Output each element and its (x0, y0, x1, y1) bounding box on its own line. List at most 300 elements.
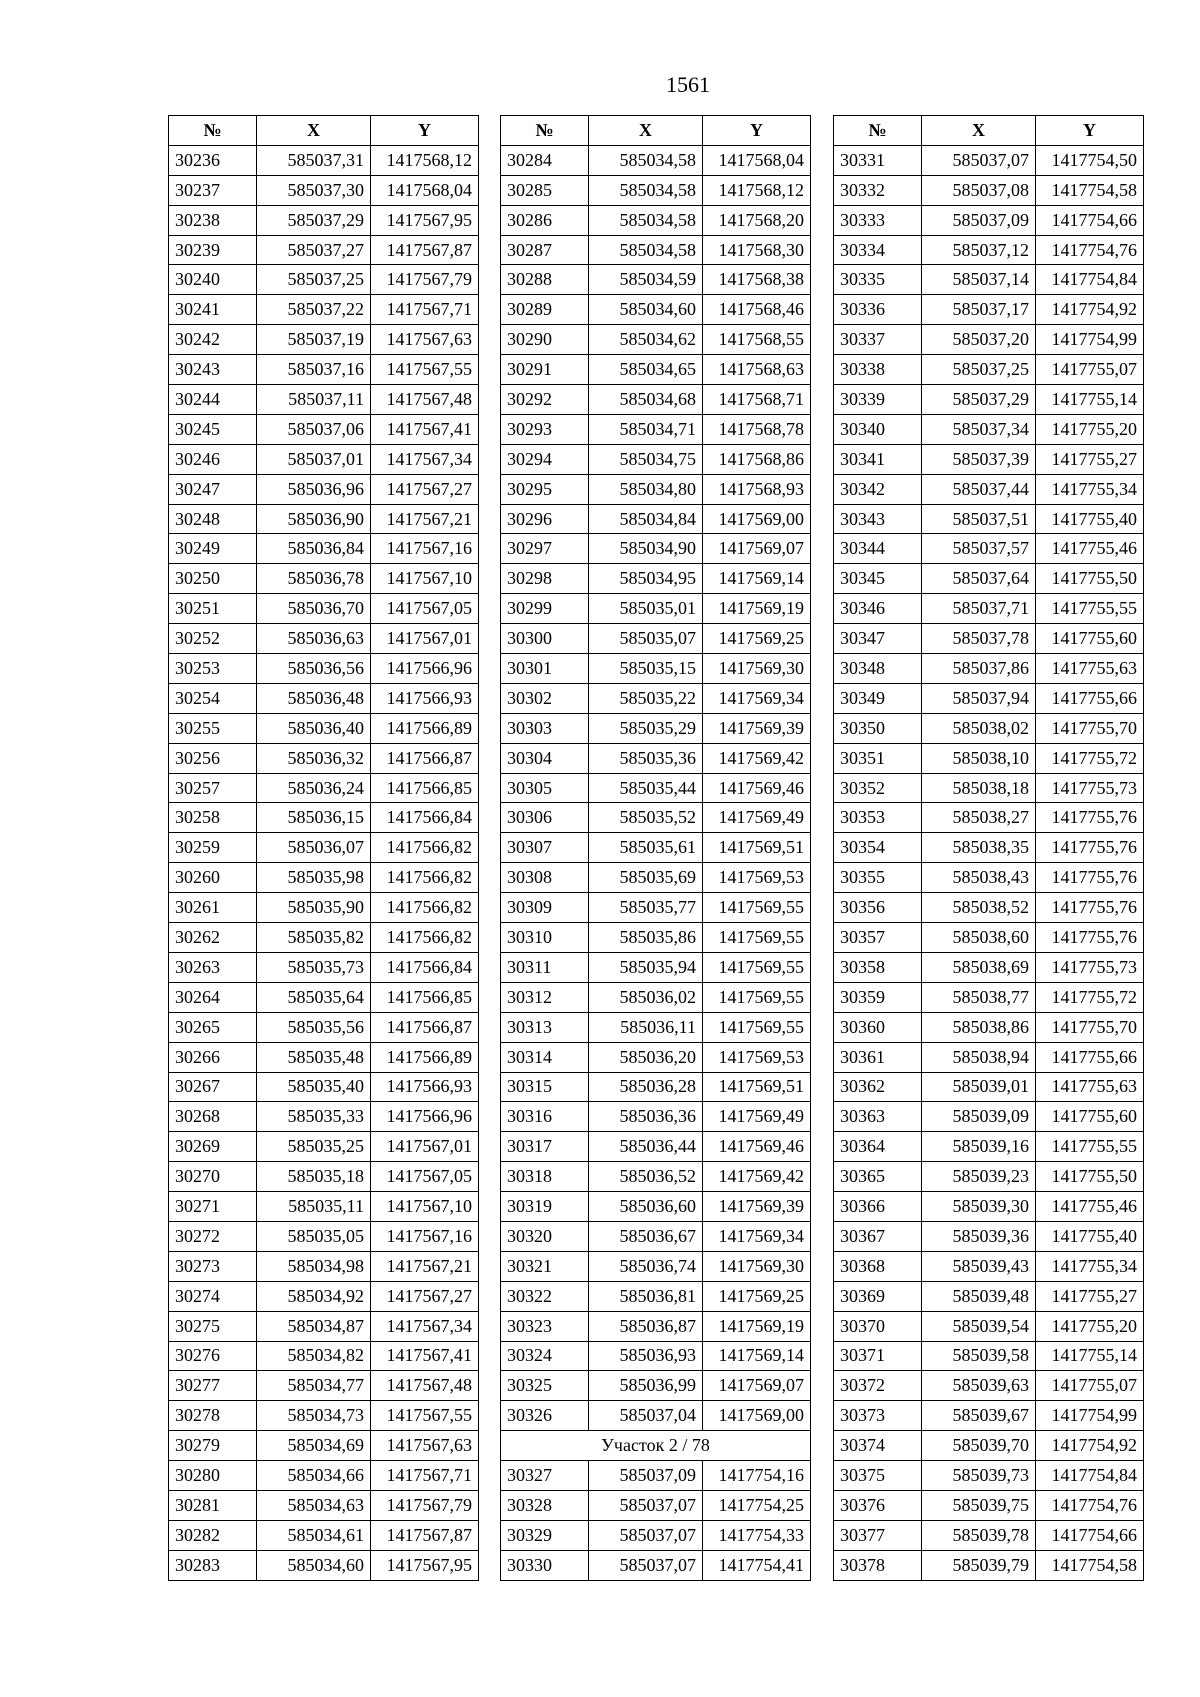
table-row (169, 1431, 479, 1461)
y-coordinate-cell: 1417755,50 (1036, 1162, 1144, 1192)
table-row (501, 534, 811, 564)
table-row (834, 1550, 1144, 1580)
y-coordinate-cell: 1417755,72 (1036, 743, 1144, 773)
point-number-cell: 30355 (834, 863, 922, 893)
y-coordinate-cell: 1417755,46 (1036, 534, 1144, 564)
y-coordinate-cell: 1417566,87 (371, 1012, 479, 1042)
point-number-cell: 30275 (169, 1311, 257, 1341)
x-coordinate-cell: 585034,84 (589, 504, 703, 534)
x-coordinate-cell: 585035,05 (257, 1221, 371, 1251)
point-number-cell: 30243 (169, 355, 257, 385)
column-header-y: Y (703, 116, 811, 146)
table-row (834, 385, 1144, 415)
table-row (834, 1431, 1144, 1461)
table-row (169, 1251, 479, 1281)
point-number-cell: 30279 (169, 1431, 257, 1461)
table-row (834, 175, 1144, 205)
point-number-cell: 30238 (169, 205, 257, 235)
y-coordinate-cell: 1417755,27 (1036, 444, 1144, 474)
x-coordinate-cell: 585035,86 (589, 923, 703, 953)
x-coordinate-cell: 585034,92 (257, 1281, 371, 1311)
point-number-cell: 30286 (501, 205, 589, 235)
y-coordinate-cell: 1417755,70 (1036, 1012, 1144, 1042)
x-coordinate-cell: 585039,75 (922, 1490, 1036, 1520)
y-coordinate-cell: 1417568,38 (703, 265, 811, 295)
y-coordinate-cell: 1417569,07 (703, 534, 811, 564)
x-coordinate-cell: 585039,78 (922, 1520, 1036, 1550)
y-coordinate-cell: 1417567,95 (371, 1550, 479, 1580)
point-number-cell: 30363 (834, 1102, 922, 1132)
table-row (501, 564, 811, 594)
point-number-cell: 30353 (834, 803, 922, 833)
point-number-cell: 30341 (834, 444, 922, 474)
y-coordinate-cell: 1417755,63 (1036, 1072, 1144, 1102)
y-coordinate-cell: 1417755,72 (1036, 982, 1144, 1012)
point-number-cell: 30236 (169, 145, 257, 175)
point-number-cell: 30299 (501, 594, 589, 624)
table-row (501, 624, 811, 654)
table-row (834, 235, 1144, 265)
y-coordinate-cell: 1417567,05 (371, 1162, 479, 1192)
y-coordinate-cell: 1417569,19 (703, 594, 811, 624)
point-number-cell: 30342 (834, 474, 922, 504)
table-row (501, 1341, 811, 1371)
x-coordinate-cell: 585039,48 (922, 1281, 1036, 1311)
table-row (169, 833, 479, 863)
y-coordinate-cell: 1417567,55 (371, 355, 479, 385)
x-coordinate-cell: 585035,01 (589, 594, 703, 624)
y-coordinate-cell: 1417568,12 (703, 175, 811, 205)
point-number-cell: 30267 (169, 1072, 257, 1102)
table-row (169, 235, 479, 265)
column-header-number: № (834, 116, 922, 146)
y-coordinate-cell: 1417568,86 (703, 444, 811, 474)
x-coordinate-cell: 585037,09 (589, 1461, 703, 1491)
point-number-cell: 30270 (169, 1162, 257, 1192)
point-number-cell: 30322 (501, 1281, 589, 1311)
point-number-cell: 30312 (501, 982, 589, 1012)
y-coordinate-cell: 1417569,51 (703, 1072, 811, 1102)
point-number-cell: 30244 (169, 385, 257, 415)
x-coordinate-cell: 585037,64 (922, 564, 1036, 594)
point-number-cell: 30295 (501, 474, 589, 504)
point-number-cell: 30346 (834, 594, 922, 624)
y-coordinate-cell: 1417754,58 (1036, 1550, 1144, 1580)
point-number-cell: 30276 (169, 1341, 257, 1371)
y-coordinate-cell: 1417755,66 (1036, 1042, 1144, 1072)
point-number-cell: 30356 (834, 893, 922, 923)
y-coordinate-cell: 1417754,33 (703, 1520, 811, 1550)
y-coordinate-cell: 1417754,66 (1036, 1520, 1144, 1550)
point-number-cell: 30316 (501, 1102, 589, 1132)
x-coordinate-cell: 585038,43 (922, 863, 1036, 893)
point-number-cell: 30242 (169, 325, 257, 355)
y-coordinate-cell: 1417567,01 (371, 1132, 479, 1162)
x-coordinate-cell: 585037,07 (589, 1520, 703, 1550)
point-number-cell: 30378 (834, 1550, 922, 1580)
point-number-cell: 30324 (501, 1341, 589, 1371)
x-coordinate-cell: 585038,18 (922, 773, 1036, 803)
point-number-cell: 30290 (501, 325, 589, 355)
y-coordinate-cell: 1417755,27 (1036, 1281, 1144, 1311)
table-row (501, 235, 811, 265)
point-number-cell: 30369 (834, 1281, 922, 1311)
y-coordinate-cell: 1417755,34 (1036, 1251, 1144, 1281)
x-coordinate-cell: 585034,87 (257, 1311, 371, 1341)
x-coordinate-cell: 585037,06 (257, 414, 371, 444)
y-coordinate-cell: 1417754,66 (1036, 205, 1144, 235)
point-number-cell: 30357 (834, 923, 922, 953)
y-coordinate-cell: 1417567,55 (371, 1401, 479, 1431)
x-coordinate-cell: 585034,77 (257, 1371, 371, 1401)
y-coordinate-cell: 1417569,49 (703, 803, 811, 833)
table-row (501, 923, 811, 953)
x-coordinate-cell: 585035,44 (589, 773, 703, 803)
y-coordinate-cell: 1417566,89 (371, 713, 479, 743)
table-row (169, 743, 479, 773)
y-coordinate-cell: 1417569,14 (703, 564, 811, 594)
table-row (169, 594, 479, 624)
y-coordinate-cell: 1417755,76 (1036, 863, 1144, 893)
x-coordinate-cell: 585037,29 (922, 385, 1036, 415)
table-row (169, 952, 479, 982)
y-coordinate-cell: 1417569,53 (703, 863, 811, 893)
point-number-cell: 30289 (501, 295, 589, 325)
x-coordinate-cell: 585036,52 (589, 1162, 703, 1192)
point-number-cell: 30255 (169, 713, 257, 743)
y-coordinate-cell: 1417567,63 (371, 325, 479, 355)
table-row (169, 175, 479, 205)
point-number-cell: 30264 (169, 982, 257, 1012)
y-coordinate-cell: 1417567,71 (371, 295, 479, 325)
x-coordinate-cell: 585036,56 (257, 654, 371, 684)
y-coordinate-cell: 1417755,50 (1036, 564, 1144, 594)
point-number-cell: 30305 (501, 773, 589, 803)
point-number-cell: 30298 (501, 564, 589, 594)
y-coordinate-cell: 1417755,07 (1036, 1371, 1144, 1401)
y-coordinate-cell: 1417754,58 (1036, 175, 1144, 205)
x-coordinate-cell: 585036,60 (589, 1192, 703, 1222)
point-number-cell: 30323 (501, 1311, 589, 1341)
table-row (169, 1550, 479, 1580)
table-row (169, 683, 479, 713)
point-number-cell: 30308 (501, 863, 589, 893)
point-number-cell: 30282 (169, 1520, 257, 1550)
point-number-cell: 30246 (169, 444, 257, 474)
table-row (501, 1431, 811, 1461)
x-coordinate-cell: 585035,18 (257, 1162, 371, 1192)
point-number-cell: 30368 (834, 1251, 922, 1281)
x-coordinate-cell: 585036,36 (589, 1102, 703, 1132)
table-row (169, 295, 479, 325)
point-number-cell: 30259 (169, 833, 257, 863)
y-coordinate-cell: 1417754,76 (1036, 1490, 1144, 1520)
y-coordinate-cell: 1417567,01 (371, 624, 479, 654)
table-row (169, 1072, 479, 1102)
y-coordinate-cell: 1417568,46 (703, 295, 811, 325)
table-row (501, 1012, 811, 1042)
x-coordinate-cell: 585039,30 (922, 1192, 1036, 1222)
y-coordinate-cell: 1417569,30 (703, 1251, 811, 1281)
point-number-cell: 30351 (834, 743, 922, 773)
point-number-cell: 30373 (834, 1401, 922, 1431)
x-coordinate-cell: 585037,08 (922, 175, 1036, 205)
point-number-cell: 30249 (169, 534, 257, 564)
y-coordinate-cell: 1417755,66 (1036, 683, 1144, 713)
y-coordinate-cell: 1417755,40 (1036, 1221, 1144, 1251)
table-row (501, 713, 811, 743)
x-coordinate-cell: 585037,07 (922, 145, 1036, 175)
table-row (501, 683, 811, 713)
table-row (834, 803, 1144, 833)
x-coordinate-cell: 585039,70 (922, 1431, 1036, 1461)
table-row (169, 1102, 479, 1132)
y-coordinate-cell: 1417569,39 (703, 1192, 811, 1222)
y-coordinate-cell: 1417568,04 (703, 145, 811, 175)
x-coordinate-cell: 585034,98 (257, 1251, 371, 1281)
x-coordinate-cell: 585036,81 (589, 1281, 703, 1311)
x-coordinate-cell: 585037,19 (257, 325, 371, 355)
table-row (501, 893, 811, 923)
y-coordinate-cell: 1417566,84 (371, 803, 479, 833)
y-coordinate-cell: 1417567,16 (371, 1221, 479, 1251)
point-number-cell: 30361 (834, 1042, 922, 1072)
point-number-cell: 30272 (169, 1221, 257, 1251)
point-number-cell: 30329 (501, 1520, 589, 1550)
y-coordinate-cell: 1417566,85 (371, 773, 479, 803)
y-coordinate-cell: 1417568,93 (703, 474, 811, 504)
y-coordinate-cell: 1417755,76 (1036, 803, 1144, 833)
table-row (834, 1520, 1144, 1550)
y-coordinate-cell: 1417566,82 (371, 923, 479, 953)
y-coordinate-cell: 1417569,19 (703, 1311, 811, 1341)
table-row (834, 1461, 1144, 1491)
table-row (501, 1162, 811, 1192)
table-row (169, 325, 479, 355)
x-coordinate-cell: 585034,80 (589, 474, 703, 504)
table-row (501, 1132, 811, 1162)
x-coordinate-cell: 585035,15 (589, 654, 703, 684)
x-coordinate-cell: 585034,71 (589, 414, 703, 444)
table-row (501, 982, 811, 1012)
table-row (501, 1221, 811, 1251)
x-coordinate-cell: 585037,07 (589, 1490, 703, 1520)
point-number-cell: 30240 (169, 265, 257, 295)
point-number-cell: 30371 (834, 1341, 922, 1371)
x-coordinate-cell: 585037,04 (589, 1401, 703, 1431)
point-number-cell: 30274 (169, 1281, 257, 1311)
table-row (169, 863, 479, 893)
table-row (169, 773, 479, 803)
point-number-cell: 30358 (834, 952, 922, 982)
point-number-cell: 30314 (501, 1042, 589, 1072)
point-number-cell: 30313 (501, 1012, 589, 1042)
x-coordinate-cell: 585037,11 (257, 385, 371, 415)
table-row (169, 1012, 479, 1042)
table-row (501, 773, 811, 803)
column-header-x: X (257, 116, 371, 146)
y-coordinate-cell: 1417568,20 (703, 205, 811, 235)
y-coordinate-cell: 1417755,73 (1036, 773, 1144, 803)
point-number-cell: 30253 (169, 654, 257, 684)
y-coordinate-cell: 1417569,46 (703, 773, 811, 803)
x-coordinate-cell: 585036,67 (589, 1221, 703, 1251)
point-number-cell: 30254 (169, 683, 257, 713)
x-coordinate-cell: 585034,58 (589, 145, 703, 175)
y-coordinate-cell: 1417566,93 (371, 683, 479, 713)
x-coordinate-cell: 585038,10 (922, 743, 1036, 773)
table-row (834, 1401, 1144, 1431)
y-coordinate-cell: 1417754,92 (1036, 295, 1144, 325)
point-number-cell: 30320 (501, 1221, 589, 1251)
x-coordinate-cell: 585036,44 (589, 1132, 703, 1162)
table-row (169, 444, 479, 474)
table-row (169, 803, 479, 833)
x-coordinate-cell: 585035,29 (589, 713, 703, 743)
x-coordinate-cell: 585035,33 (257, 1102, 371, 1132)
y-coordinate-cell: 1417754,99 (1036, 1401, 1144, 1431)
y-coordinate-cell: 1417569,46 (703, 1132, 811, 1162)
point-number-cell: 30372 (834, 1371, 922, 1401)
y-coordinate-cell: 1417755,46 (1036, 1192, 1144, 1222)
table-row (169, 1221, 479, 1251)
table-row (834, 414, 1144, 444)
y-coordinate-cell: 1417755,63 (1036, 654, 1144, 684)
point-number-cell: 30277 (169, 1371, 257, 1401)
y-coordinate-cell: 1417566,96 (371, 654, 479, 684)
y-coordinate-cell: 1417755,14 (1036, 385, 1144, 415)
y-coordinate-cell: 1417566,85 (371, 982, 479, 1012)
table-row (834, 1132, 1144, 1162)
y-coordinate-cell: 1417569,34 (703, 1221, 811, 1251)
table-row (501, 1042, 811, 1072)
y-coordinate-cell: 1417567,87 (371, 1520, 479, 1550)
point-number-cell: 30250 (169, 564, 257, 594)
y-coordinate-cell: 1417567,48 (371, 385, 479, 415)
point-number-cell: 30237 (169, 175, 257, 205)
point-number-cell: 30345 (834, 564, 922, 594)
table-row (501, 1102, 811, 1132)
section-label: Участок 2 / 78 (501, 1431, 811, 1461)
point-number-cell: 30367 (834, 1221, 922, 1251)
table-row (501, 803, 811, 833)
point-number-cell: 30309 (501, 893, 589, 923)
point-number-cell: 30296 (501, 504, 589, 534)
x-coordinate-cell: 585036,07 (257, 833, 371, 863)
y-coordinate-cell: 1417754,41 (703, 1550, 811, 1580)
x-coordinate-cell: 585038,94 (922, 1042, 1036, 1072)
table-row (501, 952, 811, 982)
x-coordinate-cell: 585035,69 (589, 863, 703, 893)
column-header-x: X (589, 116, 703, 146)
point-number-cell: 30292 (501, 385, 589, 415)
table-row (169, 355, 479, 385)
y-coordinate-cell: 1417567,21 (371, 504, 479, 534)
y-coordinate-cell: 1417567,34 (371, 444, 479, 474)
x-coordinate-cell: 585037,57 (922, 534, 1036, 564)
y-coordinate-cell: 1417755,60 (1036, 1102, 1144, 1132)
x-coordinate-cell: 585037,94 (922, 683, 1036, 713)
x-coordinate-cell: 585039,58 (922, 1341, 1036, 1371)
x-coordinate-cell: 585034,73 (257, 1401, 371, 1431)
point-number-cell: 30318 (501, 1162, 589, 1192)
x-coordinate-cell: 585036,74 (589, 1251, 703, 1281)
x-coordinate-cell: 585039,23 (922, 1162, 1036, 1192)
y-coordinate-cell: 1417567,27 (371, 1281, 479, 1311)
point-number-cell: 30285 (501, 175, 589, 205)
y-coordinate-cell: 1417755,60 (1036, 624, 1144, 654)
x-coordinate-cell: 585037,31 (257, 145, 371, 175)
y-coordinate-cell: 1417566,84 (371, 952, 479, 982)
x-coordinate-cell: 585039,16 (922, 1132, 1036, 1162)
table-row (169, 474, 479, 504)
table-row (501, 265, 811, 295)
x-coordinate-cell: 585038,02 (922, 713, 1036, 743)
point-number-cell: 30349 (834, 683, 922, 713)
y-coordinate-cell: 1417569,07 (703, 1371, 811, 1401)
table-row (834, 743, 1144, 773)
point-number-cell: 30321 (501, 1251, 589, 1281)
table-row (169, 1132, 479, 1162)
x-coordinate-cell: 585035,77 (589, 893, 703, 923)
x-coordinate-cell: 585039,43 (922, 1251, 1036, 1281)
point-number-cell: 30281 (169, 1490, 257, 1520)
point-number-cell: 30352 (834, 773, 922, 803)
point-number-cell: 30344 (834, 534, 922, 564)
x-coordinate-cell: 585036,84 (257, 534, 371, 564)
point-number-cell: 30260 (169, 863, 257, 893)
x-coordinate-cell: 585037,09 (922, 205, 1036, 235)
point-number-cell: 30366 (834, 1192, 922, 1222)
point-number-cell: 30284 (501, 145, 589, 175)
y-coordinate-cell: 1417569,51 (703, 833, 811, 863)
x-coordinate-cell: 585035,25 (257, 1132, 371, 1162)
x-coordinate-cell: 585035,56 (257, 1012, 371, 1042)
coordinates-table-3 (833, 115, 1144, 1581)
y-coordinate-cell: 1417567,87 (371, 235, 479, 265)
table-row (501, 145, 811, 175)
x-coordinate-cell: 585039,36 (922, 1221, 1036, 1251)
point-number-cell: 30340 (834, 414, 922, 444)
y-coordinate-cell: 1417755,55 (1036, 594, 1144, 624)
y-coordinate-cell: 1417569,00 (703, 504, 811, 534)
point-number-cell: 30251 (169, 594, 257, 624)
x-coordinate-cell: 585037,29 (257, 205, 371, 235)
point-number-cell: 30370 (834, 1311, 922, 1341)
x-coordinate-cell: 585034,95 (589, 564, 703, 594)
x-coordinate-cell: 585039,54 (922, 1311, 1036, 1341)
x-coordinate-cell: 585036,96 (257, 474, 371, 504)
point-number-cell: 30248 (169, 504, 257, 534)
x-coordinate-cell: 585037,14 (922, 265, 1036, 295)
x-coordinate-cell: 585034,65 (589, 355, 703, 385)
coordinates-table-2 (500, 115, 811, 1581)
y-coordinate-cell: 1417569,30 (703, 654, 811, 684)
table-row (834, 1042, 1144, 1072)
y-coordinate-cell: 1417566,96 (371, 1102, 479, 1132)
y-coordinate-cell: 1417754,25 (703, 1490, 811, 1520)
column-header-y: Y (1036, 116, 1144, 146)
x-coordinate-cell: 585034,75 (589, 444, 703, 474)
y-coordinate-cell: 1417566,87 (371, 743, 479, 773)
table-row (501, 414, 811, 444)
x-coordinate-cell: 585036,93 (589, 1341, 703, 1371)
table-row (501, 1490, 811, 1520)
x-coordinate-cell: 585039,01 (922, 1072, 1036, 1102)
point-number-cell: 30271 (169, 1192, 257, 1222)
table-row (501, 863, 811, 893)
table-row (169, 1490, 479, 1520)
